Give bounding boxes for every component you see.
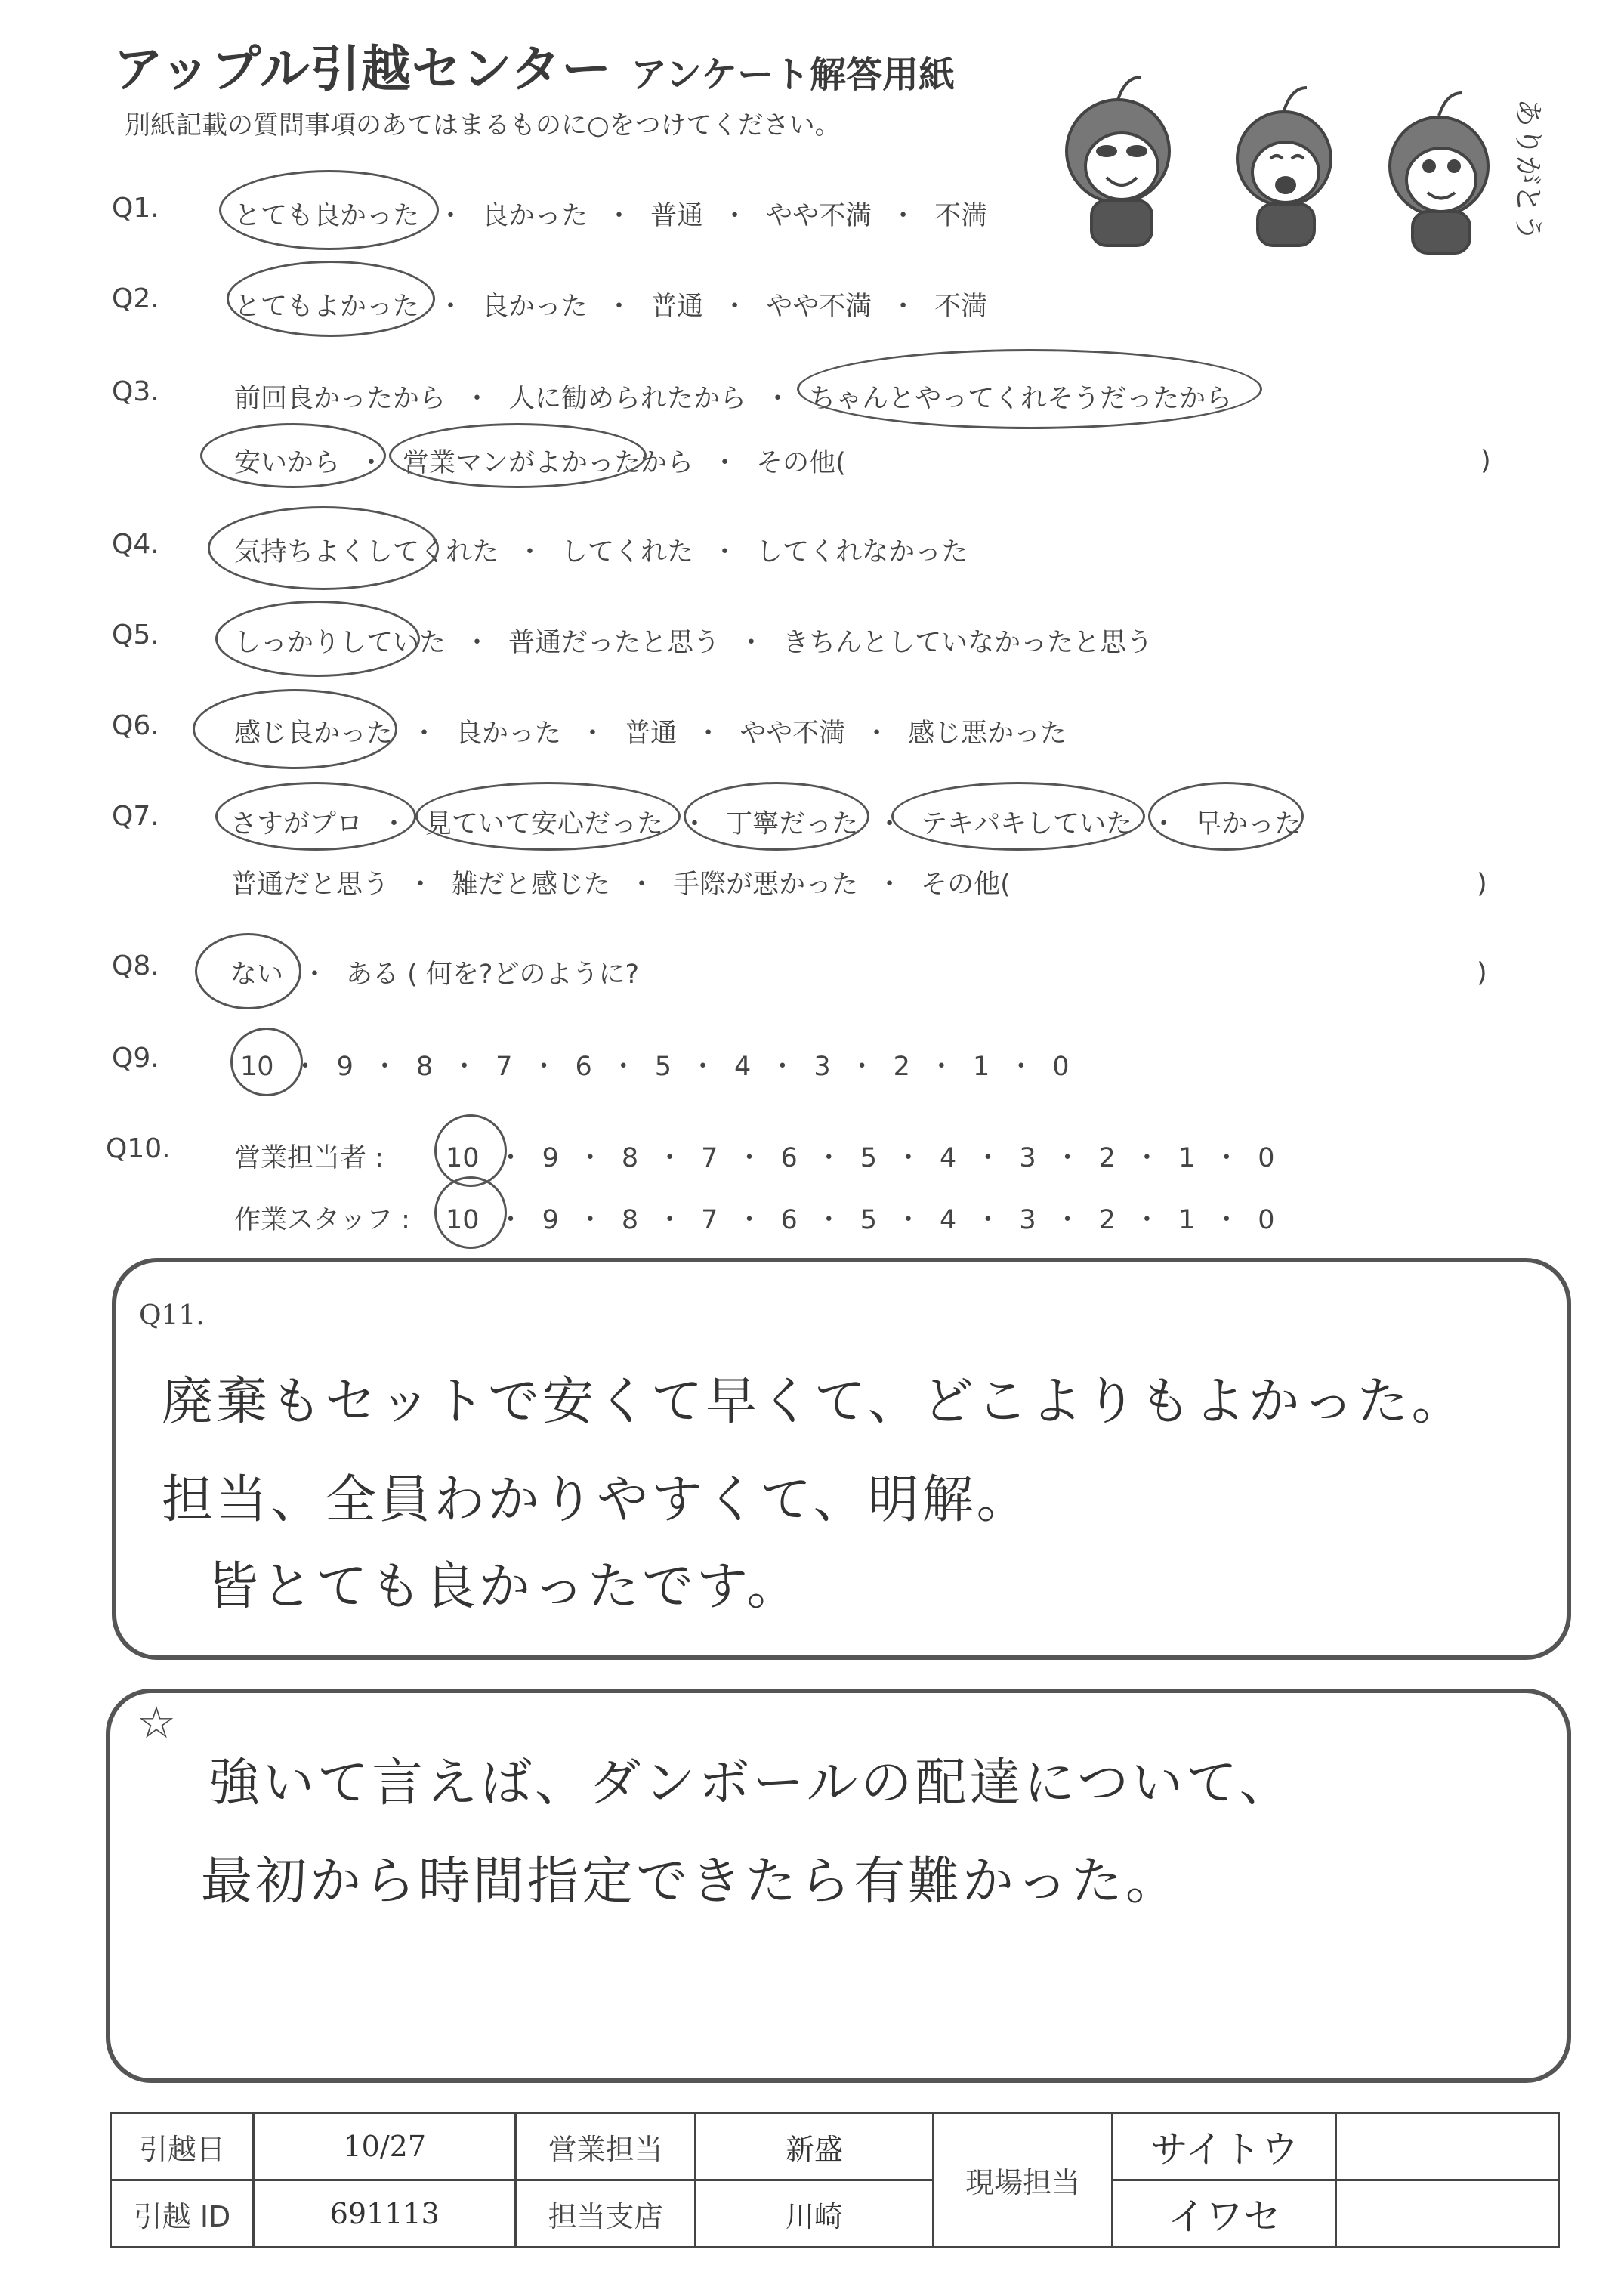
option[interactable]: 前回良かったから (234, 384, 446, 414)
option[interactable]: してくれた (561, 537, 694, 567)
score-option[interactable]: 9 (542, 1143, 559, 1173)
option[interactable]: ちゃんとやってくれそうだったから (809, 384, 1233, 414)
score-option[interactable]: 7 (496, 1052, 513, 1082)
score-option[interactable]: 8 (621, 1143, 639, 1173)
question-number: Q10. (106, 1133, 171, 1164)
option[interactable]: やや不満 (739, 718, 846, 749)
score-option[interactable]: 6 (575, 1052, 592, 1082)
star-icon: ☆ (137, 1697, 176, 1748)
branch-name-value[interactable]: 川崎 (695, 2180, 933, 2248)
q8-options: ない ・ ある ( 何を?どのように? (230, 960, 640, 990)
option[interactable]: やや不満 (766, 292, 872, 322)
q2-options: とてもよかった ・ 良かった ・ 普通 ・ やや不満 ・ 不満 (234, 292, 988, 322)
question-number: Q8. (112, 950, 159, 981)
q1-options: とても良かった ・ 良かった ・ 普通 ・ やや不満 ・ 不満 (234, 201, 988, 231)
q4-options: 気持ちよくしてくれた ・ してくれた ・ してくれなかった (234, 537, 968, 567)
close-paren: ) (1477, 869, 1487, 899)
score-option[interactable]: 0 (1052, 1052, 1070, 1082)
monkey-icon (1067, 77, 1169, 246)
q7-options-line2: 普通だと思う ・ 雑だと感じた ・ 手際が悪かった ・ その他( (230, 870, 1011, 900)
score-option[interactable]: 5 (654, 1052, 672, 1082)
score-option[interactable]: 4 (940, 1143, 957, 1173)
q10-staff-scale: 10 ・ 9 ・ 8 ・ 7 ・ 6 ・ 5 ・ 4 ・ 3 ・ 2 ・ 1 ・ 0 (446, 1205, 1275, 1235)
score-option[interactable]: 1 (1178, 1143, 1196, 1173)
score-option[interactable]: 0 (1258, 1143, 1275, 1173)
score-option[interactable]: 2 (1098, 1205, 1116, 1235)
question-number: Q3. (112, 376, 159, 407)
score-option[interactable]: 1 (972, 1052, 990, 1082)
option[interactable]: してくれなかった (756, 537, 968, 567)
question-number: Q2. (112, 283, 159, 314)
option[interactable]: 普通 (624, 718, 678, 749)
option[interactable]: ない (230, 960, 284, 990)
score-option[interactable]: 3 (814, 1052, 831, 1082)
option[interactable]: きちんとしていなかったと思う (783, 628, 1153, 658)
option[interactable]: 人に勧められたから (508, 384, 747, 414)
empty-cell[interactable] (1336, 2113, 1559, 2180)
option[interactable]: 見ていて安心だった (425, 809, 664, 839)
score-option[interactable]: 5 (860, 1205, 878, 1235)
option[interactable]: とても良かった (234, 201, 420, 231)
option[interactable]: 普通だと思う (230, 870, 390, 900)
sales-name-value[interactable]: 新盛 (695, 2113, 933, 2180)
site-staff-2-value[interactable]: イワセ (1113, 2180, 1336, 2248)
close-paren: ) (1480, 446, 1491, 476)
q3-options-line1: 前回良かったから ・ 人に勧められたから ・ ちゃんとやってくれそうだったから (234, 384, 1233, 414)
score-option[interactable]: 6 (780, 1143, 798, 1173)
score-option[interactable]: 2 (893, 1052, 910, 1082)
option[interactable]: 感じ良かった (234, 718, 394, 749)
branch-label: 担当支店 (516, 2180, 695, 2248)
handwritten-comment-line: 最初から時間指定できたら有難かった。 (201, 1852, 1181, 1911)
score-option[interactable]: 3 (1019, 1143, 1036, 1173)
option[interactable]: 安いから (234, 448, 341, 478)
question-number: Q4. (112, 529, 159, 560)
q11-label: Q11. (139, 1300, 205, 1331)
option[interactable]: 普通 (650, 292, 704, 322)
score-option[interactable]: 2 (1098, 1143, 1116, 1173)
mascot-caption: ありがとう (1511, 98, 1545, 243)
option[interactable]: しっかりしていた (234, 628, 446, 658)
q9-scale: 10 ・ 9 ・ 8 ・ 7 ・ 6 ・ 5 ・ 4 ・ 3 ・ 2 ・ 1 ・ 0 (240, 1052, 1070, 1082)
instruction-text: 別紙記載の質問事項のあてはまるものに○をつけてください。 (125, 110, 841, 141)
q5-options: しっかりしていた ・ 普通だったと思う ・ きちんとしていなかったと思う (234, 628, 1153, 658)
site-staff-label: 現場担当 (933, 2113, 1112, 2248)
option[interactable]: 感じ悪かった (908, 718, 1067, 749)
score-option[interactable]: 3 (1019, 1205, 1036, 1235)
score-option[interactable]: 4 (734, 1052, 752, 1082)
option[interactable]: 不満 (934, 201, 988, 231)
option[interactable]: 不満 (934, 292, 988, 322)
option[interactable]: 良かった (482, 201, 588, 231)
q6-options: 感じ良かった ・ 良かった ・ 普通 ・ やや不満 ・ 感じ悪かった (234, 718, 1067, 749)
q3-options-line2: 安いから ・ 営業マンがよかったから ・ その他( (234, 448, 846, 478)
handwritten-comment-line: 廃棄もセットで安くて早くて、どこよりもよかった。 (162, 1372, 1466, 1432)
question-number: Q9. (112, 1043, 159, 1074)
option[interactable]: ある ( 何を?どのように? (346, 960, 640, 990)
option[interactable]: テキパキしていた (921, 809, 1133, 839)
monkey-icon (1237, 88, 1331, 246)
score-option[interactable]: 4 (940, 1205, 957, 1235)
option[interactable]: 営業マンがよかったから (403, 448, 694, 478)
score-option[interactable]: 9 (336, 1052, 354, 1082)
extra-comment-box[interactable] (106, 1689, 1571, 2083)
option[interactable]: 良かった (455, 718, 562, 749)
info-table (110, 2112, 1560, 2248)
score-option[interactable]: 5 (860, 1143, 878, 1173)
option[interactable]: やや不満 (766, 201, 872, 231)
question-number: Q1. (112, 193, 159, 224)
question-number: Q6. (112, 710, 159, 741)
score-option[interactable]: 1 (1178, 1205, 1196, 1235)
option[interactable]: さすがプロ (230, 809, 363, 839)
q10-sales-scale: 10 ・ 9 ・ 8 ・ 7 ・ 6 ・ 5 ・ 4 ・ 3 ・ 2 ・ 1 ・ 0 (446, 1143, 1275, 1173)
option[interactable]: 良かった (482, 292, 588, 322)
q7-options-line1: さすがプロ ・ 見ていて安心だった ・ 丁寧だった ・ テキパキしていた ・ 早かった (230, 809, 1301, 839)
score-option[interactable]: 9 (542, 1205, 559, 1235)
site-staff-1-value[interactable]: サイトウ (1113, 2113, 1336, 2180)
score-option[interactable]: 7 (701, 1205, 718, 1235)
option[interactable]: 普通 (650, 201, 704, 231)
question-number: Q7. (112, 801, 159, 832)
move-date-label: 引越日 (111, 2113, 254, 2180)
option[interactable]: その他( (921, 870, 1011, 900)
option[interactable]: 普通だったと思う (508, 628, 721, 658)
handwritten-comment-line: 皆とても良かったです。 (207, 1557, 801, 1617)
move-id-label: 引越 ID (111, 2180, 254, 2248)
close-paren: ) (1477, 958, 1487, 988)
handwritten-comment-line: 担当、全員わかりやすくて、明解。 (162, 1470, 1031, 1530)
score-option[interactable]: 7 (701, 1143, 718, 1173)
option[interactable]: 気持ちよくしてくれた (234, 537, 499, 567)
score-option[interactable]: 10 (446, 1143, 480, 1173)
survey-title: アップル引越センター (113, 40, 613, 98)
handwritten-comment-line: 強いて言えば、ダンボールの配達について、 (208, 1754, 1294, 1813)
move-id-value[interactable]: 691113 (254, 2180, 516, 2248)
q11-comment-box[interactable] (112, 1258, 1571, 1660)
score-option[interactable]: 0 (1258, 1205, 1275, 1235)
score-option[interactable]: 6 (780, 1205, 798, 1235)
option[interactable]: 丁寧だった (726, 809, 859, 839)
option[interactable]: 早かった (1195, 809, 1301, 839)
move-date-value[interactable]: 10/27 (254, 2113, 516, 2180)
score-option[interactable]: 8 (621, 1205, 639, 1235)
empty-cell[interactable] (1336, 2180, 1559, 2248)
q10-staff-label: 作業スタッフ : (234, 1205, 410, 1235)
score-option[interactable]: 10 (446, 1205, 480, 1235)
score-option[interactable]: 10 (240, 1052, 274, 1082)
option[interactable]: とてもよかった (234, 292, 420, 322)
survey-subtitle: アンケート解答用紙 (631, 54, 956, 96)
sales-label: 営業担当 (516, 2113, 695, 2180)
question-number: Q5. (112, 620, 159, 651)
score-option[interactable]: 8 (415, 1052, 434, 1082)
monkey-icon (1390, 93, 1488, 253)
option[interactable]: その他( (756, 448, 846, 478)
option[interactable]: 雑だと感じた (452, 870, 611, 900)
option[interactable]: 手際が悪かった (673, 870, 859, 900)
q10-sales-label: 営業担当者 : (234, 1143, 384, 1173)
mascot-illustration (1035, 45, 1548, 257)
